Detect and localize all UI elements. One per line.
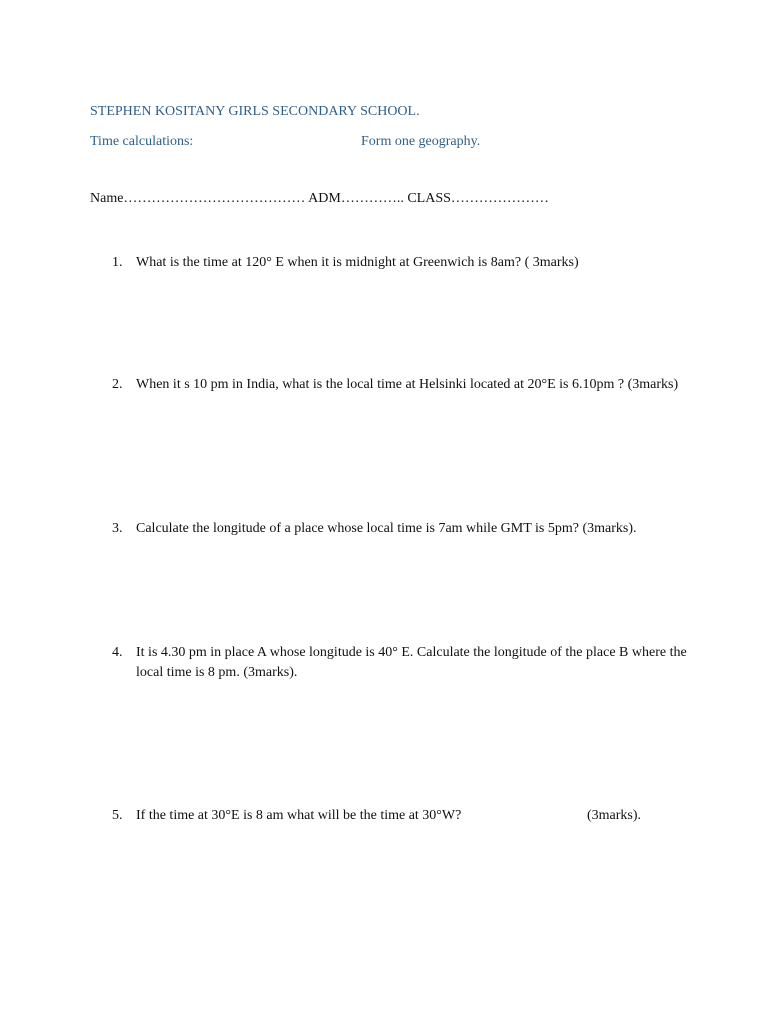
student-details-line: Name………………………………… ADM………….. CLASS………………… xyxy=(90,191,549,206)
question-text: When it s 10 pm in India, what is the local time at Helsinki located at 20°E is 6.10pm ? (3marks) xyxy=(136,377,679,392)
question-text: Calculate the longitude of a place whose local time is 7am while GMT is 5pm? (3marks). xyxy=(136,521,637,536)
question-number: 4. xyxy=(112,645,123,660)
subject-label: Form one geography. xyxy=(361,134,481,149)
topic-label: Time calculations: xyxy=(90,134,194,149)
question-number: 5. xyxy=(112,808,123,823)
question-text: What is the time at 120° E when it is midnight at Greenwich is 8am? ( 3marks) xyxy=(136,255,579,270)
question-4 xyxy=(112,643,692,683)
question-5 xyxy=(112,806,692,826)
question-2 xyxy=(112,375,692,395)
question-number: 2. xyxy=(112,377,123,392)
question-number: 1. xyxy=(112,255,123,270)
school-title: STEPHEN KOSITANY GIRLS SECONDARY SCHOOL. xyxy=(90,104,420,119)
question-1 xyxy=(112,253,692,273)
question-number: 3. xyxy=(112,521,123,536)
question-3 xyxy=(112,519,692,539)
question-marks: (3marks). xyxy=(587,808,642,823)
question-text: It is 4.30 pm in place A whose longitude is 40° E. Calculate the longitude of the place B where the local time is 8 pm. (3marks). xyxy=(136,645,687,680)
question-text: If the time at 30°E is 8 am what will be the time at 30°W? xyxy=(136,808,462,823)
